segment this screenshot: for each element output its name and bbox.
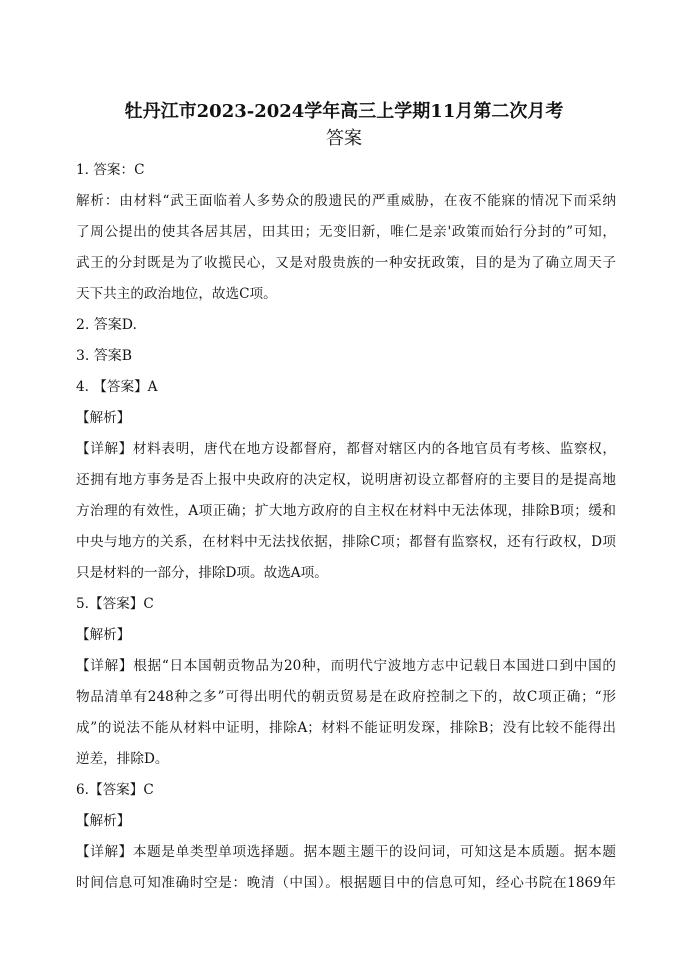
- answer-line: 【详解】本题是单类型单项选择题。据本题主题干的设问词，可知这是本质题。据本题: [76, 844, 616, 860]
- answer-line: 成”的说法不能从材料中证明，排除A；材料不能证明发琛，排除B；没有比较不能得出: [76, 720, 616, 736]
- page-title: 牡丹江市2023-2024学年高三上学期11月第二次月考: [124, 101, 564, 122]
- answer-line: 【解析】: [76, 627, 131, 643]
- answer-line: 1. 答案：C: [76, 162, 145, 178]
- answer-line: 【详解】根据“日本国朝贡物品为20种，而明代宁波地方志中记载日本国进口到中国的: [76, 658, 616, 674]
- answer-line: 武王的分封既是为了收揽民心，又是对殷贵族的一种安抚政策，目的是为了确立周天子: [76, 255, 616, 271]
- answer-content: [76, 155, 616, 899]
- answer-line: 解析：由材料“武王面临着人多势众的殷遗民的严重威胁，在夜不能寐的情况下而采纳: [76, 193, 616, 209]
- answer-line: 了周公提出的使其各居其居，田其田；无变旧新，唯仁是亲'政策而始行分封的”可知，: [76, 224, 616, 240]
- answer-line: 逆差，排除D。: [76, 751, 169, 767]
- answer-line: 【解析】: [76, 813, 131, 829]
- answer-line: 5.【答案】C: [76, 596, 154, 612]
- answer-line: 只是材料的一部分，排除D项。故选A项。: [76, 565, 328, 581]
- answer-line: 【详解】材料表明，唐代在地方设都督府，都督对辖区内的各地官员有考核、监察权，: [76, 441, 616, 457]
- answer-line: 6.【答案】C: [76, 782, 154, 798]
- answer-line: 【解析】: [76, 410, 131, 426]
- answer-line: 天下共主的政治地位，故选C项。: [76, 286, 277, 302]
- answer-line: 还拥有地方事务是否上报中央政府的决定权，说明唐初设立都督府的主要目的是提高地: [76, 472, 616, 488]
- answer-line: 方治理的有效性，A项正确；扩大地方政府的自主权在材料中无法体现，排除B项；缓和: [76, 503, 616, 519]
- answer-line: 时间信息可知准确时空是：晚清（中国）。根据题目中的信息可知，经心书院在1869年: [76, 875, 616, 891]
- answer-line: 中央与地方的关系，在材料中无法找依据，排除C项；都督有监察权，还有行政权，D项: [76, 534, 616, 550]
- answer-line: 2. 答案D.: [76, 317, 137, 333]
- answer-line: 3. 答案B: [76, 348, 133, 364]
- answer-line: 物品清单有248种之多”可得出明代的朝贡贸易是在政府控制之下的，故C项正确；“形: [76, 689, 616, 705]
- answer-line: 4. 【答案】A: [76, 379, 158, 395]
- page-subtitle: 答案: [326, 128, 362, 149]
